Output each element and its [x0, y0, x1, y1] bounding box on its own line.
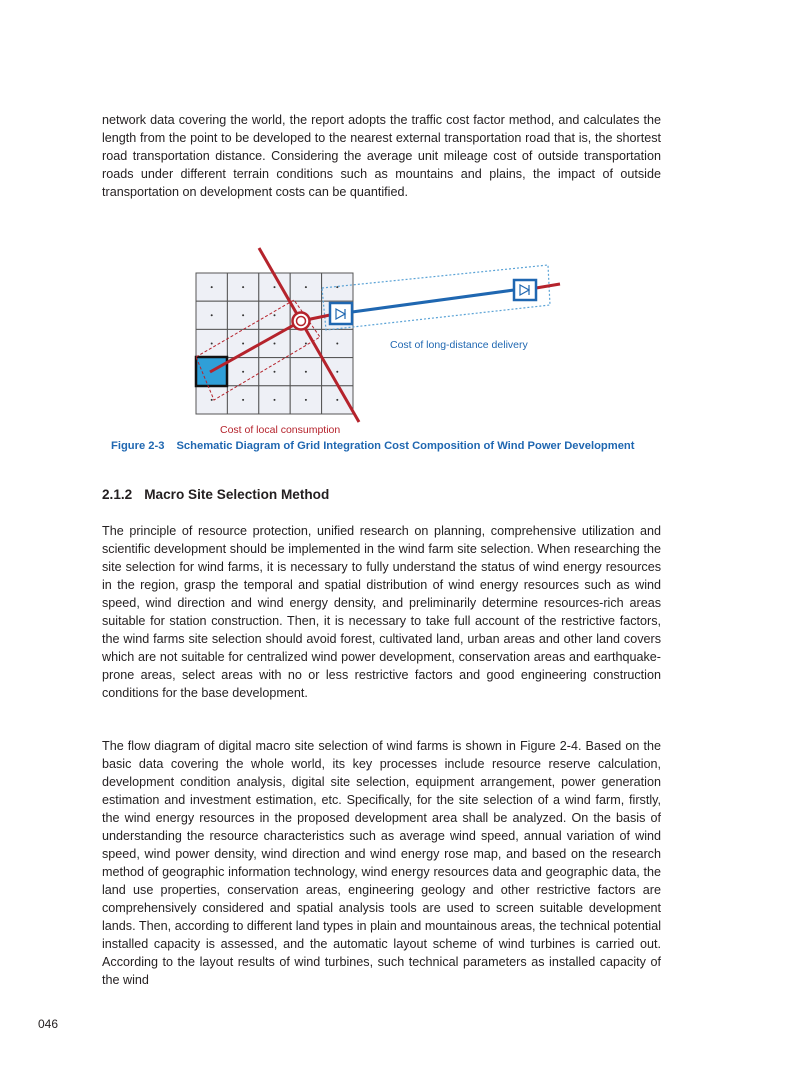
wind-turbine-point	[274, 314, 276, 316]
wind-turbine-point	[274, 371, 276, 373]
wind-turbine-point	[274, 399, 276, 401]
wind-turbine-point	[336, 399, 338, 401]
outgoing-red-stub	[536, 284, 560, 288]
body-paragraph: The flow diagram of digital macro site selection of wind farms is shown in Figure 2-4. Based on the basic data covering the whole world, its key processes include resource reserve calculation, development condition analysis, digital site selection, equipment arrangement, power generation estimation and investment estimation, etc. Specifically, for the site selection of a wind farm, firstly, the wind energy resources in the proposed development area shall be analyzed. On the basis of understanding the resource characteristics such as average wind speed, annual variation of wind speed, wind power density, wind direction and wind energy rose map, and based on the research method of geographic information technology, wind energy resources data and geographic data, the land use properties, conservation areas, engineering geology and other restrictive factors are comprehensively considered and spatial analysis tools are used to screen suitable development lands. Then, according to different land types in plain and mountainous areas, the technical potential installed capacity is assessed, and the automatic layout scheme of wind turbines is carried out. According to the layout results of wind turbines, such technical parameters as installed capacity of the wind	[102, 739, 661, 987]
wind-turbine-point	[305, 371, 307, 373]
figure-caption	[111, 440, 634, 452]
section-title: Macro Site Selection Method	[144, 487, 330, 502]
wind-turbine-point	[211, 314, 213, 316]
wind-turbine-point	[242, 371, 244, 373]
body-paragraph: The principle of resource protection, unified research on planning, comprehensive utilization and scientific development should be implemented in the wind farm site selection. When researching the site selection for wind farms, it is necessary to fully understand the status of wind energy resources in the region, grasp the temporal and spatial distribution of wind energy resources such as wind speed, wind direction and wind energy density, and preliminarily determine resources-rich areas suitable for station construction. Then, it is necessary to take full account of the restrictive factors, the wind farms site selection should avoid forest, cultivated land, urban areas and other land covers which are not suitable for centralized wind power development, conservation areas and earthquake-prone areas, select areas with no or less restrictive factors and good engineering construction conditions for the base development.	[102, 524, 661, 700]
wind-turbine-point	[274, 286, 276, 288]
wind-turbine-point	[274, 343, 276, 345]
local-consumption-label: Cost of local consumption	[220, 424, 341, 436]
figure-title: Schematic Diagram of Grid Integration Cost Composition of Wind Power Development	[176, 440, 635, 452]
section-heading	[102, 487, 329, 502]
wind-turbine-point	[211, 399, 213, 401]
intro-paragraph: network data covering the world, the report adopts the traffic cost factor method, and calculates the length from the point to be developed to the nearest external transportation road that is, the shortest road transportation distance. Considering the average unit mileage cost of outside transportation roads under different terrain conditions such as mountains and plains, the impact of outside transportation on development costs can be quantified.	[102, 113, 661, 199]
wind-turbine-point	[211, 343, 213, 345]
wind-turbine-point	[242, 286, 244, 288]
substation-icon	[293, 313, 310, 330]
section-number: 2.1.2	[102, 487, 133, 502]
grid-integration-diagram	[0, 0, 793, 440]
converter-station-icon	[514, 280, 536, 300]
wind-turbine-point	[305, 286, 307, 288]
wind-turbine-point	[336, 371, 338, 373]
wind-turbine-point	[305, 343, 307, 345]
wind-turbine-point	[242, 399, 244, 401]
page-number: 046	[38, 1017, 59, 1031]
wind-turbine-point	[242, 314, 244, 316]
long-distance-line	[352, 290, 514, 312]
wind-turbine-point	[242, 343, 244, 345]
wind-turbine-point	[211, 286, 213, 288]
long-distance-label: Cost of long-distance delivery	[390, 339, 528, 351]
wind-turbine-point	[305, 399, 307, 401]
wind-turbine-point	[336, 343, 338, 345]
figure-number: Figure 2-3	[111, 440, 165, 452]
converter-station-icon	[330, 303, 352, 324]
